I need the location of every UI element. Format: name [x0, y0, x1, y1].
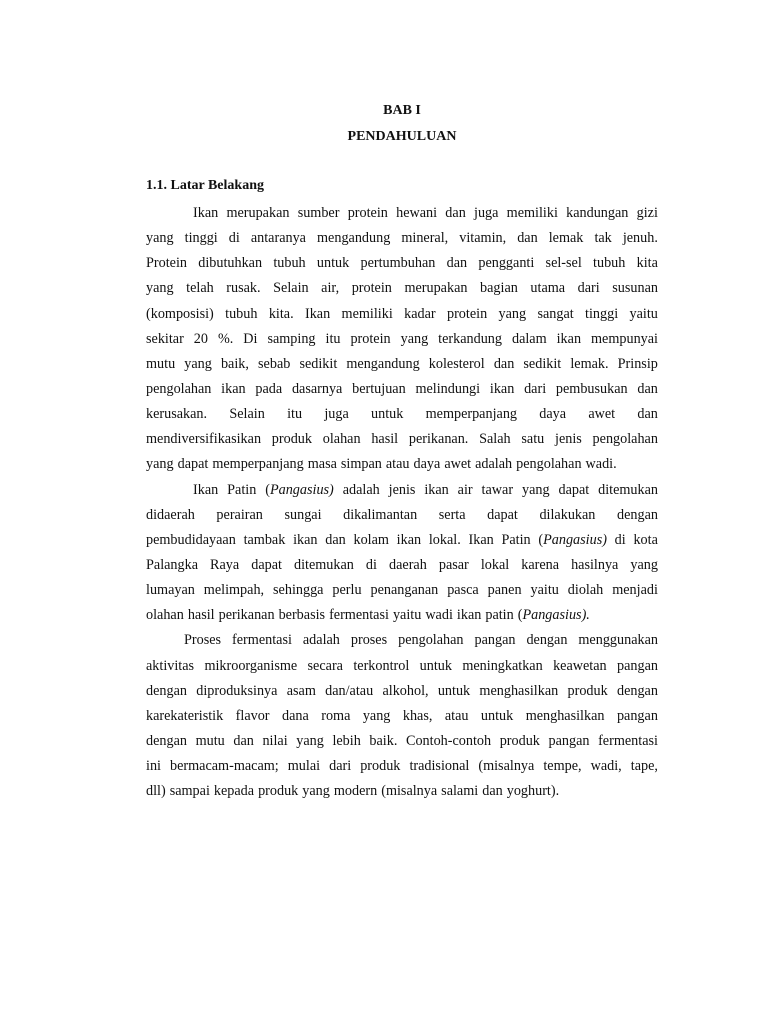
paragraph-3-line-6: ini bermacam-macam; mulai dari produk tradisional (misalnya tempe, wadi, tape,: [146, 758, 658, 775]
chapter-title: PENDAHULUAN: [347, 129, 457, 144]
paragraph-3-line-2: aktivitas mikroorganisme secara terkontrol untuk meningkatkan keawetan pangan: [146, 657, 658, 674]
paragraph-1-line-6: sekitar 20 %. Di samping itu protein yang terkandung dalam ikan mempunyai: [146, 330, 658, 347]
body-text: [146, 201, 658, 804]
paragraph-3-line-4: karekateristik flavor dana roma yang khas, atau untuk menghasilkan pangan: [146, 707, 658, 724]
paragraph-2-line-3: pembudidayaan tambak ikan dan kolam ikan lokal. Ikan Patin (Pangasius) di kota: [146, 531, 658, 548]
paragraph-3-line-3: dengan diproduksinya asam dan/atau alkohol, untuk menghasilkan produk dengan: [146, 682, 658, 699]
paragraph-1-line-3: Protein dibutuhkan tubuh untuk pertumbuhan dan pengganti sel-sel tubuh kita: [146, 255, 658, 272]
paragraph-1-line-4: yang telah rusak. Selain air, protein merupakan bagian utama dari susunan: [146, 280, 658, 297]
paragraph-1-line-10: mendiversifikasikan produk olahan hasil perikanan. Salah satu jenis pengolahan: [146, 431, 658, 448]
paragraph-2-line-1: Ikan Patin (Pangasius) adalah jenis ikan air tawar yang dapat ditemukan: [193, 481, 658, 498]
paragraph-3-line-7: dll) sampai kepada produk yang modern (misalnya salami dan yoghurt).: [146, 783, 560, 800]
paragraph-1-line-1: Ikan merupakan sumber protein hewani dan juga memiliki kandungan gizi: [193, 205, 658, 221]
paragraph-2-line-6: olahan hasil perikanan berbasis fermentasi yaitu wadi ikan patin (Pangasius).: [146, 607, 590, 624]
section-heading: 1.1. Latar Belakang: [146, 178, 264, 193]
paragraph-1-line-9: kerusakan. Selain itu juga untuk memperpanjang daya awet dan: [146, 406, 658, 423]
paragraph-2-line-5: lumayan melimpah, sehingga perlu penanganan pasca panen yaitu diolah menjadi: [146, 582, 658, 599]
paragraph-2-line-4: Palangka Raya dapat ditemukan di daerah pasar lokal karena hasilnya yang: [146, 556, 658, 573]
paragraph-1-line-8: pengolahan ikan pada dasarnya bertujuan melindungi ikan dari pembusukan dan: [146, 380, 658, 397]
paragraph-3-line-5: dengan mutu dan nilai yang lebih baik. Contoh-contoh produk pangan fermentasi: [146, 732, 658, 749]
chapter-number: BAB I: [383, 103, 421, 118]
paragraph-1-line-11: yang dapat memperpanjang masa simpan atau daya awet adalah pengolahan wadi.: [146, 456, 617, 473]
paragraph-2-line-2: didaerah perairan sungai dikalimantan serta dapat dilakukan dengan: [146, 506, 658, 523]
paragraph-1-line-2: yang tinggi di antaranya mengandung mineral, vitamin, dan lemak tak jenuh.: [146, 230, 658, 247]
paragraph-1-line-7: mutu yang baik, sebab sedikit mengandung kolesterol dan sedikit lemak. Prinsip: [146, 355, 658, 372]
paragraph-3-line-1: Proses fermentasi adalah proses pengolahan pangan dengan menggunakan: [184, 632, 658, 649]
paragraph-1-line-5: (komposisi) tubuh kita. Ikan memiliki kadar protein yang sangat tinggi yaitu: [146, 305, 658, 322]
